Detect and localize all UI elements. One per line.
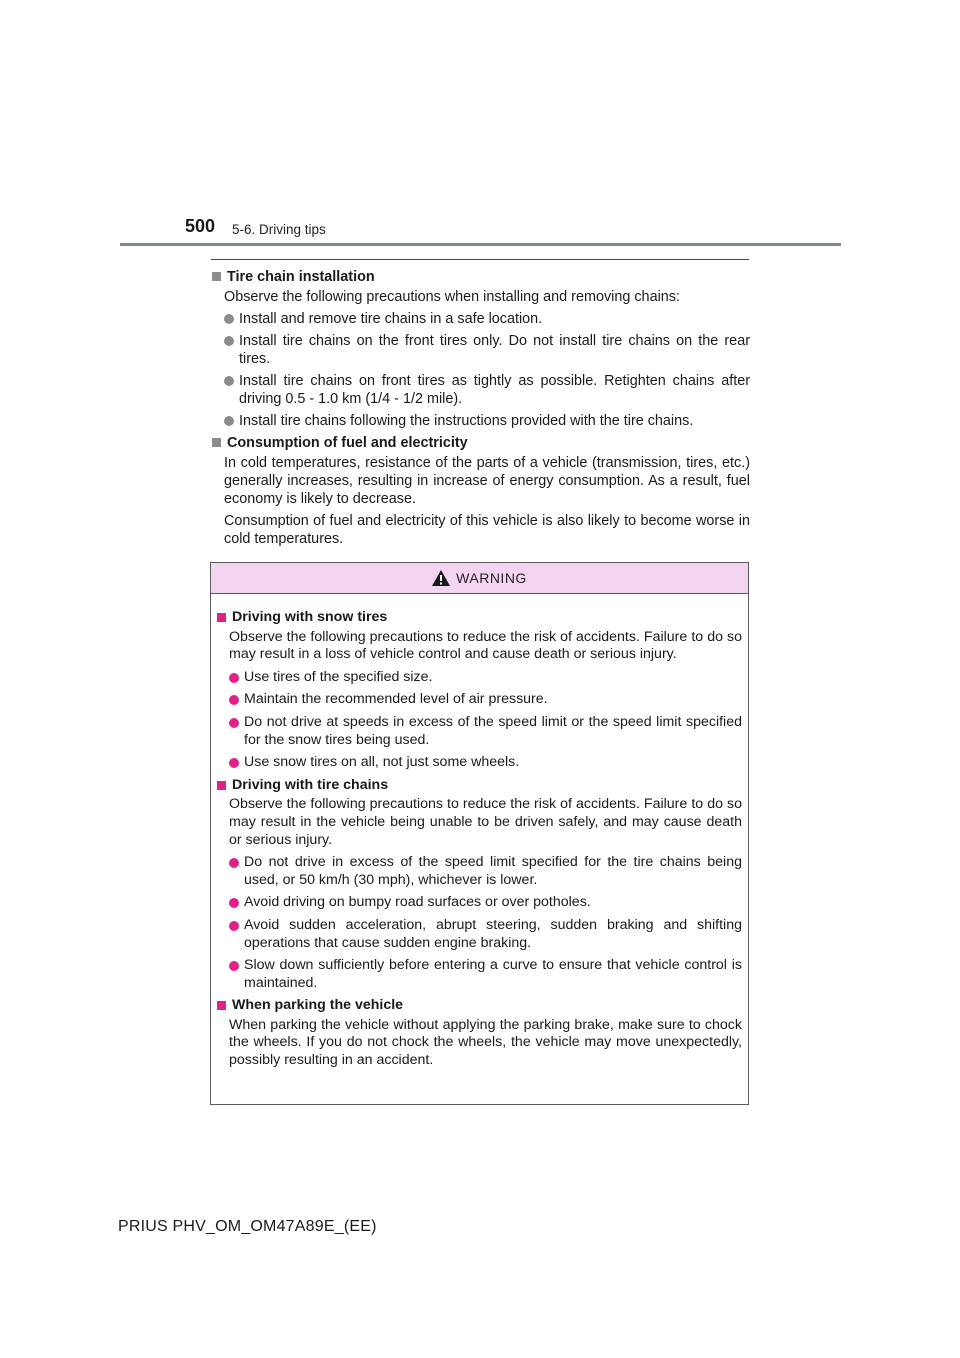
list-item: Slow down sufficiently before entering a curve to ensure that vehicle control is maintained. — [215, 957, 742, 992]
warning-box — [210, 562, 749, 1105]
paragraph: In cold temperatures, resistance of the parts of a vehicle (transmission, tires, etc.) generally increases, resulting in increase of energy consumption. As a result, fuel economy is likely to decrease. — [224, 455, 750, 507]
circle-bullet-icon — [224, 314, 234, 324]
square-bullet-icon — [217, 781, 226, 790]
header-rule — [120, 243, 841, 246]
page-number: 500 — [185, 216, 216, 236]
circle-bullet-icon — [229, 758, 239, 768]
warning-body — [211, 594, 748, 1070]
list-item: Use tires of the specified size. — [215, 669, 742, 687]
list-item: Install tire chains on the front tires only. Do not install tire chains on the rear tires. — [210, 332, 750, 368]
warning-section-heading: Driving with tire chains — [215, 777, 742, 795]
list-item: Install tire chains on front tires as tightly as possible. Retighten chains after driving 0.5 - 1.0 km (1/4 - 1/2 mile). — [210, 372, 750, 408]
list-item: Install tire chains following the instructions provided with the tire chains. — [210, 412, 750, 430]
warning-intro: Observe the following precautions to reduce the risk of accidents. Failure to do so may result in the vehicle being unable to be driven safely, and may cause death or serious injury. — [229, 796, 742, 848]
circle-bullet-icon — [229, 921, 239, 931]
list-item: Do not drive in excess of the speed limit specified for the tire chains being used, or 50 km/h (30 mph), whichever is lower. — [215, 854, 742, 889]
list-item: Maintain the recommended level of air pressure. — [215, 691, 742, 709]
section-intro: Observe the following precautions when installing and removing chains: — [224, 289, 680, 305]
list-item: Do not drive at speeds in excess of the speed limit or the speed limit specified for the snow tires being used. — [215, 714, 742, 749]
circle-bullet-icon — [224, 416, 234, 426]
footer-doc-id: PRIUS PHV_OM_OM47A89E_(EE) — [118, 1218, 377, 1235]
square-bullet-icon — [212, 438, 221, 447]
warning-intro: Observe the following precautions to reduce the risk of accidents. Failure to do so may result in a loss of vehicle control and cause death or serious injury. — [229, 628, 742, 663]
heading-text: Consumption of fuel and electricity — [227, 435, 468, 451]
list-item: Avoid sudden acceleration, abrupt steering, sudden braking and shifting operations that cause sudden engine braking. — [215, 917, 742, 952]
square-bullet-icon — [217, 613, 226, 622]
square-bullet-icon — [217, 1001, 226, 1010]
circle-bullet-icon — [229, 858, 239, 868]
warning-header — [211, 563, 748, 594]
list-item: Use snow tires on all, not just some wheels. — [215, 754, 742, 772]
section-title: 5-6. Driving tips — [232, 222, 326, 237]
warning-section-heading: When parking the vehicle — [215, 997, 742, 1015]
section-heading — [210, 434, 750, 452]
warning-title: WARNING — [456, 570, 527, 586]
circle-bullet-icon — [229, 695, 239, 705]
heading-text: Tire chain installation — [227, 269, 375, 285]
list-item: Avoid driving on bumpy road surfaces or over potholes. — [215, 894, 742, 912]
warning-section-heading: Driving with snow tires — [215, 609, 742, 627]
paragraph: Consumption of fuel and electricity of this vehicle is also likely to become worse in cold temperatures. — [224, 513, 750, 547]
main-content — [210, 266, 750, 552]
circle-bullet-icon — [229, 718, 239, 728]
section-heading — [210, 268, 750, 286]
square-bullet-icon — [212, 272, 221, 281]
list-item: Install and remove tire chains in a safe location. — [210, 310, 750, 328]
circle-bullet-icon — [224, 336, 234, 346]
circle-bullet-icon — [229, 898, 239, 908]
circle-bullet-icon — [229, 673, 239, 683]
circle-bullet-icon — [224, 376, 234, 386]
circle-bullet-icon — [229, 961, 239, 971]
content-rule — [211, 259, 749, 260]
warning-intro: When parking the vehicle without applying the parking brake, make sure to chock the wheels. If you do not chock the wheels, the vehicle may move unexpectedly, possibly resulting in an accident. — [229, 1016, 742, 1069]
warning-icon — [432, 570, 450, 586]
